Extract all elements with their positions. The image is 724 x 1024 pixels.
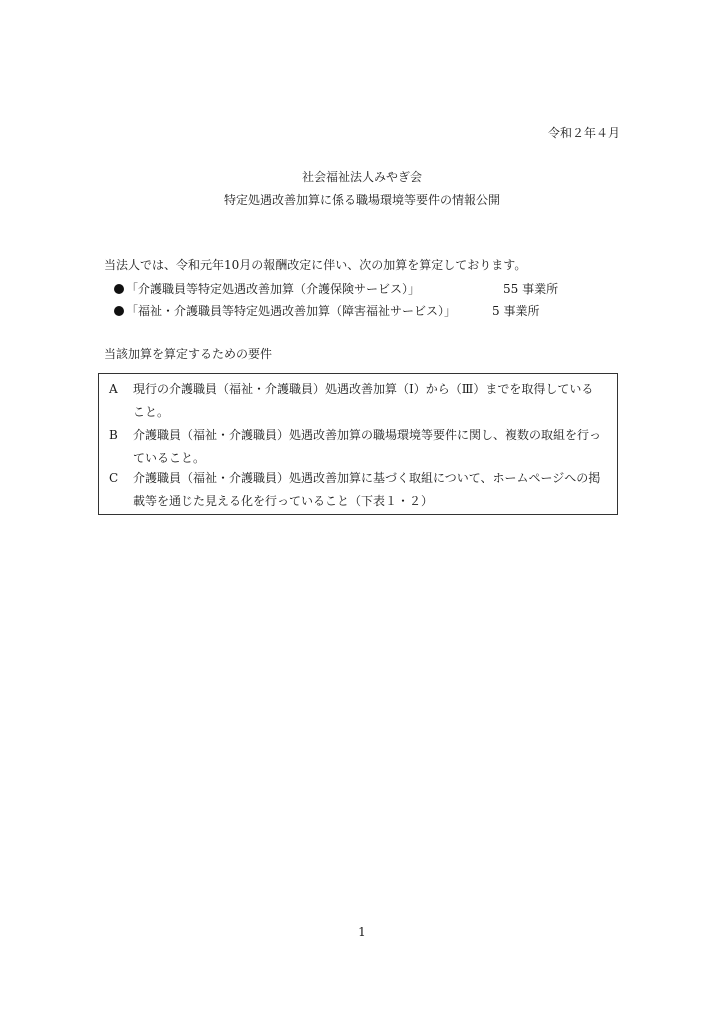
requirement-letter: B bbox=[109, 428, 118, 442]
requirement-letter: C bbox=[109, 471, 119, 485]
requirements-heading: 当該加算を算定するための要件 bbox=[104, 347, 273, 361]
requirements-box bbox=[98, 373, 618, 515]
requirement-text: 現行の介護職員（福祉・介護職員）処遇改善加算（Ⅰ）から（Ⅲ）までを取得していること。 bbox=[133, 382, 594, 419]
bullet-item-count: 5 事業所 bbox=[492, 304, 540, 318]
organization-name: 社会福祉法人みやぎ会 bbox=[301, 170, 422, 184]
requirement-item-c bbox=[109, 467, 604, 513]
page-number: 1 bbox=[358, 925, 366, 939]
bullet-item-label: 「介護職員等特定処遇改善加算（介護保険サービス）」 bbox=[126, 282, 421, 296]
bullet-item-disability-welfare bbox=[114, 302, 540, 319]
bullet-item-care-insurance bbox=[114, 280, 559, 297]
requirement-text: 介護職員（福祉・介護職員）処遇改善加算の職場環境等要件に関し、複数の取組を行っていること。 bbox=[133, 428, 602, 465]
requirement-item-b bbox=[109, 424, 604, 470]
requirement-text: 介護職員（福祉・介護職員）処遇改善加算に基づく取組について、ホームページへの掲載等を通じた見える化を行っていること（下表１・２） bbox=[133, 471, 601, 508]
bullet-dot-icon bbox=[114, 284, 124, 294]
bullet-item-count: 55 事業所 bbox=[503, 282, 559, 296]
document-title: 特定処遇改善加算に係る職場環境等要件の情報公開 bbox=[223, 193, 500, 207]
bullet-dot-icon bbox=[114, 306, 124, 316]
requirement-letter: A bbox=[109, 382, 118, 396]
intro-paragraph: 当法人では、令和元年10月の報酬改定に伴い、次の加算を算定しております。 bbox=[104, 258, 527, 272]
bullet-item-label: 「福祉・介護職員等特定処遇改善加算（障害福祉サービス）」 bbox=[126, 304, 457, 318]
document-date: 令和２年４月 bbox=[547, 126, 620, 140]
requirement-item-a bbox=[109, 378, 604, 424]
